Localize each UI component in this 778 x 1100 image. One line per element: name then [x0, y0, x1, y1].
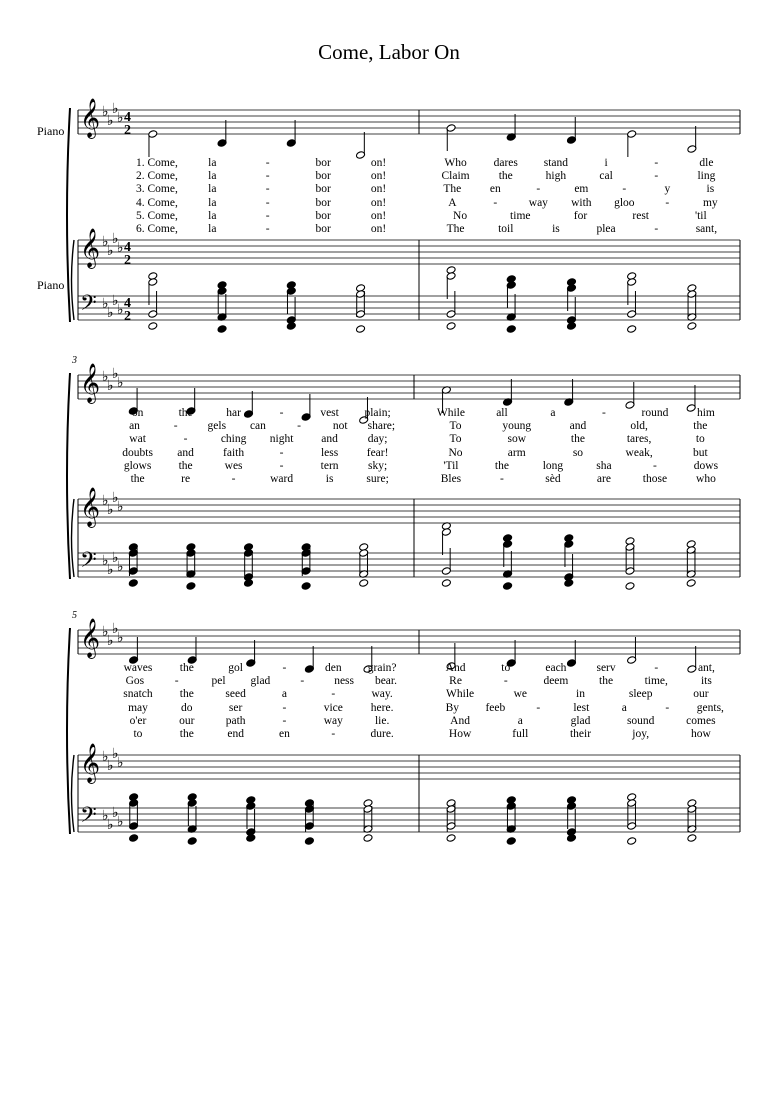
lyric-syllable: bor	[315, 196, 331, 209]
lyric-syllable: an	[129, 420, 140, 433]
flat-sign: ♭	[102, 553, 109, 569]
lyric-syllable: toil	[498, 223, 514, 235]
lyric-syllable: serv	[596, 662, 616, 674]
lyric-syllable: all	[496, 407, 508, 419]
flat-sign: ♭	[112, 490, 119, 506]
lyric-syllable: -	[279, 446, 284, 459]
lyric-syllable: vest	[320, 407, 339, 419]
lyric-syllable: glad	[570, 714, 591, 727]
half-note	[627, 325, 637, 334]
lyric-syllable: on!	[370, 183, 387, 196]
lyric-syllable: gents,	[696, 701, 724, 714]
lyric-syllable: -	[654, 170, 659, 183]
lyric-syllable: ching	[220, 433, 247, 446]
half-note	[687, 322, 697, 331]
lyric-syllable: dares	[493, 157, 518, 169]
lyric-syllable: cal	[599, 170, 613, 183]
lyric-syllable: re	[181, 473, 191, 485]
lyric-syllable: gol	[228, 662, 243, 674]
lyric-syllable: a	[621, 701, 627, 714]
lyric-syllable: day;	[367, 433, 388, 446]
lyric-syllable: who	[696, 473, 716, 485]
lyric-syllable: rest	[632, 209, 649, 222]
lyric-syllable: our	[693, 688, 709, 701]
flat-sign: ♭	[117, 559, 124, 575]
instrument-label-voice: Piano	[37, 124, 65, 138]
lyric-syllable: la	[208, 183, 217, 196]
flat-sign: ♭	[112, 746, 119, 762]
lyric-syllable: tares,	[626, 433, 652, 446]
lyric-syllable: plain;	[364, 407, 391, 419]
lyric-syllable: the	[179, 688, 194, 701]
lyric-syllable: la	[208, 170, 217, 183]
lyric-syllable: are	[596, 473, 611, 485]
lyric-syllable: la	[208, 196, 217, 209]
lyric-syllable: -	[331, 688, 336, 701]
lyric-syllable: the	[130, 473, 145, 485]
half-note	[148, 322, 158, 331]
half-note	[363, 834, 373, 843]
lyric-syllable: on!	[370, 209, 387, 222]
flat-sign: ♭	[107, 633, 114, 649]
lyric-syllable: lie.	[374, 714, 390, 727]
lyric-syllable: arm	[507, 446, 526, 459]
quarter-note	[301, 582, 311, 591]
system-bracket	[67, 373, 70, 579]
treble-clef: 𝄞	[80, 363, 101, 403]
flat-sign: ♭	[117, 240, 124, 256]
measure-number: 5	[72, 610, 77, 621]
lyric-syllable: sèd	[545, 473, 561, 485]
lyric-syllable: those	[642, 473, 668, 485]
flat-sign: ♭	[107, 243, 114, 259]
lyric-syllable: for	[573, 209, 588, 222]
lyric-syllable: 6. Come,	[135, 223, 178, 235]
page-title: Come, Labor On	[318, 40, 460, 64]
time-signature-bottom: 2	[124, 123, 131, 138]
lyric-syllable: the	[178, 407, 193, 419]
lyric-syllable: 4. Come,	[135, 196, 178, 209]
lyric-syllable: -	[331, 728, 336, 740]
flat-sign: ♭	[112, 805, 119, 821]
lyric-syllable: -	[536, 701, 541, 714]
lyric-syllable: bear.	[374, 675, 397, 688]
lyric-syllable: waves	[123, 662, 153, 674]
lyric-syllable: on	[131, 407, 144, 419]
flat-sign: ♭	[112, 293, 119, 309]
lyric-syllable: their	[569, 728, 592, 740]
lyric-syllable: -	[622, 183, 627, 196]
lyric-syllable: not	[332, 420, 348, 433]
lyric-syllable: feeb	[485, 701, 506, 714]
lyric-syllable: dure.	[370, 728, 394, 740]
lyric-syllable: -	[265, 223, 270, 235]
lyric-syllable: i	[604, 157, 608, 169]
lyric-syllable: To	[449, 420, 462, 433]
lyric-syllable: Who	[444, 157, 467, 169]
lyric-syllable: comes	[686, 714, 716, 727]
lyric-syllable: him	[696, 407, 715, 419]
lyric-syllable: can	[249, 420, 266, 433]
lyric-syllable: sant,	[695, 223, 718, 235]
instrument-label-piano: Piano	[37, 278, 65, 292]
treble-clef: 𝄞	[80, 743, 101, 783]
lyric-syllable: 'Til	[443, 459, 459, 472]
lyric-syllable: -	[665, 701, 670, 714]
time-signature-top: 4	[124, 296, 131, 311]
lyric-syllable: Gos	[125, 675, 145, 688]
lyric-syllable: end	[227, 728, 244, 740]
lyric-syllable: pel	[211, 675, 226, 688]
flat-sign: ♭	[102, 234, 109, 250]
lyric-syllable: my	[702, 196, 718, 209]
half-note	[686, 579, 696, 588]
flat-sign: ♭	[117, 499, 124, 515]
lyric-syllable: dle	[699, 157, 714, 169]
lyric-syllable: Re	[449, 675, 462, 688]
time-signature-bottom: 2	[124, 253, 131, 268]
lyric-syllable: sow	[507, 433, 526, 446]
quarter-note	[128, 579, 138, 588]
lyric-syllable: a	[517, 714, 523, 727]
flat-sign: ♭	[107, 305, 114, 321]
flat-sign: ♭	[112, 231, 119, 247]
lyric-syllable: the	[570, 433, 585, 446]
measure-number: 3	[72, 355, 77, 366]
lyric-syllable: la	[208, 223, 217, 235]
lyric-syllable: but	[692, 446, 708, 459]
lyric-syllable: wat	[129, 433, 146, 446]
flat-sign: ♭	[102, 749, 109, 765]
lyric-syllable: and	[177, 446, 194, 459]
lyric-syllable: the	[693, 420, 708, 433]
flat-sign: ♭	[107, 562, 114, 578]
lyric-syllable: -	[265, 209, 270, 222]
lyric-syllable: The	[446, 223, 465, 235]
half-note	[446, 834, 456, 843]
lyric-syllable: plea	[596, 223, 616, 235]
lyric-syllable: By	[445, 701, 460, 714]
lyric-syllable: sure;	[366, 473, 389, 485]
bass-clef: 𝄢	[80, 548, 97, 578]
lyric-syllable: la	[208, 209, 217, 222]
lyric-syllable: And	[445, 662, 466, 674]
lyric-syllable: 5. Come,	[135, 209, 178, 222]
half-note	[446, 322, 456, 331]
lyric-syllable: the	[494, 459, 509, 472]
lyric-syllable: stand	[543, 157, 569, 169]
lyric-syllable: on!	[370, 170, 387, 183]
flat-sign: ♭	[102, 624, 109, 640]
lyric-syllable: glows	[123, 459, 152, 472]
flat-sign: ♭	[112, 366, 119, 382]
lyric-syllable: to	[133, 728, 143, 740]
lyric-syllable: sound	[626, 714, 655, 727]
lyric-syllable: 3. Come,	[135, 183, 178, 196]
treble-clef: 𝄞	[80, 228, 101, 268]
flat-sign: ♭	[112, 621, 119, 637]
treble-clef: 𝄞	[80, 487, 101, 527]
lyric-syllable: har	[226, 407, 241, 419]
time-signature-bottom: 2	[124, 309, 131, 324]
lyric-syllable: is	[325, 473, 334, 485]
quarter-note	[129, 834, 139, 843]
lyric-syllable: the	[599, 675, 614, 688]
flat-sign: ♭	[107, 378, 114, 394]
lyric-syllable: the	[178, 459, 193, 472]
lyric-syllable: bor	[315, 170, 331, 183]
lyric-syllable: -	[282, 701, 287, 714]
lyric-syllable: -	[653, 459, 657, 472]
lyric-syllable: While	[446, 688, 475, 701]
lyric-syllable: young	[502, 420, 532, 433]
lyric-syllable: bor	[315, 223, 331, 235]
lyric-syllable: time	[510, 209, 531, 222]
flat-sign: ♭	[117, 110, 124, 126]
system-bracket	[67, 628, 70, 834]
lyric-syllable: in	[576, 688, 585, 701]
lyric-syllable: -	[297, 420, 301, 433]
lyric-syllable: ness	[334, 675, 355, 688]
lyric-syllable: -	[654, 662, 659, 674]
lyric-syllable: en	[489, 183, 501, 196]
lyric-syllable: -	[500, 473, 504, 485]
lyric-syllable: high	[545, 170, 567, 183]
lyric-syllable: ward	[270, 473, 294, 485]
lyric-syllable: on!	[370, 196, 387, 209]
lyric-syllable: -	[503, 675, 508, 688]
lyric-syllable: -	[602, 407, 606, 419]
treble-clef: 𝄞	[80, 98, 101, 138]
lyric-syllable: 2. Come,	[135, 170, 178, 183]
lyric-syllable: deem	[543, 675, 569, 688]
lyric-syllable: 1. Come,	[135, 157, 178, 169]
lyric-syllable: -	[173, 420, 178, 433]
lyric-syllable: snatch	[123, 688, 153, 701]
flat-sign: ♭	[117, 755, 124, 771]
flat-sign: ♭	[112, 101, 119, 117]
lyric-syllable: a	[281, 688, 288, 701]
piano-brace	[72, 499, 75, 577]
lyric-syllable: -	[493, 196, 498, 209]
lyric-syllable: -	[654, 157, 659, 169]
quarter-note	[506, 325, 516, 334]
lyric-syllable: o'er	[129, 714, 147, 727]
lyric-syllable: fear!	[366, 446, 389, 459]
bass-clef: 𝄢	[80, 803, 97, 833]
half-note	[441, 579, 451, 588]
lyric-syllable: -	[265, 157, 270, 169]
lyric-syllable: bor	[315, 183, 331, 196]
lyric-syllable: doubts	[122, 446, 153, 459]
lyric-syllable: The	[443, 183, 462, 196]
lyric-syllable: the	[179, 662, 194, 674]
lyric-syllable: we	[513, 688, 527, 701]
lyric-syllable: to	[695, 433, 705, 446]
flat-sign: ♭	[117, 630, 124, 646]
lyric-syllable: ser	[228, 701, 243, 714]
lyric-syllable: the	[498, 170, 513, 183]
lyric-syllable: faith	[223, 446, 245, 459]
lyric-syllable: -	[265, 196, 270, 209]
half-note	[627, 837, 637, 846]
lyric-syllable: lest	[573, 701, 590, 714]
lyric-syllable: each	[545, 662, 567, 674]
lyric-syllable: To	[449, 433, 462, 446]
flat-sign: ♭	[102, 369, 109, 385]
lyric-syllable: 'til	[695, 209, 707, 222]
flat-sign: ♭	[107, 758, 114, 774]
lyric-syllable: la	[208, 157, 217, 169]
lyric-syllable: do	[181, 701, 193, 714]
lyric-syllable: way.	[371, 688, 393, 701]
lyric-syllable: seed	[225, 688, 246, 701]
lyric-syllable: full	[512, 728, 529, 740]
lyric-syllable: long	[542, 459, 564, 472]
lyric-syllable: bor	[315, 157, 331, 169]
piano-brace	[72, 755, 75, 832]
lyric-syllable: No	[453, 209, 468, 222]
lyric-syllable: weak,	[625, 446, 653, 459]
half-note	[356, 325, 366, 334]
lyric-syllable: y	[664, 183, 671, 196]
lyric-syllable: -	[654, 223, 659, 235]
lyric-syllable: our	[179, 714, 195, 727]
lyric-syllable: -	[282, 662, 287, 674]
quarter-note	[186, 582, 196, 591]
system-bracket	[67, 108, 70, 322]
lyric-syllable: so	[572, 446, 584, 459]
lyric-syllable: vice	[323, 701, 343, 714]
lyric-syllable: -	[300, 675, 305, 688]
lyric-syllable: -	[265, 183, 270, 196]
lyric-syllable: and	[569, 420, 587, 433]
lyric-syllable: on!	[370, 157, 387, 169]
quarter-note	[187, 837, 197, 846]
lyric-syllable: grain?	[367, 662, 397, 674]
lyric-syllable: joy,	[632, 728, 650, 740]
lyric-syllable: way	[323, 714, 343, 727]
lyric-syllable: way	[528, 196, 548, 209]
lyric-syllable: dows	[693, 459, 719, 472]
quarter-note	[304, 837, 314, 846]
lyric-syllable: Bles	[440, 473, 462, 485]
half-note	[359, 579, 369, 588]
lyric-syllable: old,	[630, 420, 648, 433]
flat-sign: ♭	[107, 817, 114, 833]
piano-brace	[72, 240, 75, 320]
lyric-syllable: gloo	[614, 196, 635, 209]
lyric-syllable: gels	[207, 420, 227, 433]
time-signature-top: 4	[124, 110, 131, 125]
lyric-syllable: ling	[697, 170, 716, 183]
lyric-syllable: to	[501, 662, 511, 674]
flat-sign: ♭	[107, 113, 114, 129]
lyric-syllable: While	[436, 407, 465, 419]
lyric-syllable: is	[552, 223, 560, 235]
lyric-syllable: glad	[250, 675, 271, 688]
lyric-syllable: Claim	[441, 170, 470, 183]
lyric-syllable: path	[225, 714, 246, 727]
lyric-syllable: No	[448, 446, 463, 459]
flat-sign: ♭	[102, 493, 109, 509]
lyric-syllable: -	[665, 196, 670, 209]
lyric-syllable: -	[279, 459, 284, 472]
quarter-note	[503, 582, 513, 591]
half-note	[687, 834, 697, 843]
treble-clef: 𝄞	[80, 618, 101, 658]
lyric-syllable: How	[448, 728, 472, 740]
lyric-syllable: -	[174, 675, 179, 688]
lyric-syllable: sha	[596, 459, 612, 472]
flat-sign: ♭	[112, 550, 119, 566]
lyric-syllable: em	[574, 183, 589, 196]
lyric-syllable: time,	[644, 675, 668, 688]
flat-sign: ♭	[107, 502, 114, 518]
lyric-syllable: and	[321, 433, 338, 446]
lyric-syllable: -	[231, 473, 236, 485]
lyric-syllable: -	[536, 183, 541, 196]
lyric-syllable: sky;	[368, 459, 388, 472]
time-signature-top: 4	[124, 240, 131, 255]
lyric-syllable: round	[641, 407, 669, 419]
lyric-syllable: -	[282, 714, 287, 727]
flat-sign: ♭	[102, 296, 109, 312]
lyric-syllable: -	[279, 407, 284, 419]
flat-sign: ♭	[117, 302, 124, 318]
lyric-syllable: sleep	[628, 688, 653, 701]
lyric-syllable: the	[179, 728, 194, 740]
lyric-syllable: -	[265, 170, 270, 183]
lyric-syllable: its	[700, 675, 712, 688]
lyric-syllable: may	[128, 701, 148, 714]
lyric-syllable: den	[324, 662, 342, 674]
lyric-syllable: en	[279, 728, 290, 740]
bass-clef: 𝄢	[80, 291, 97, 321]
flat-sign: ♭	[102, 104, 109, 120]
lyric-syllable: night	[269, 433, 294, 446]
flat-sign: ♭	[117, 814, 124, 830]
flat-sign: ♭	[102, 808, 109, 824]
lyric-syllable: wes	[224, 459, 243, 472]
lyric-syllable: less	[320, 446, 339, 459]
lyric-syllable: how	[690, 728, 711, 740]
quarter-note	[506, 837, 516, 846]
lyric-syllable: with	[571, 196, 592, 209]
lyric-syllable: a	[550, 407, 556, 419]
quarter-note	[217, 325, 227, 334]
half-note	[625, 582, 635, 591]
lyric-syllable: here.	[370, 701, 394, 714]
lyric-syllable: bor	[315, 209, 331, 222]
lyric-syllable: ant,	[697, 662, 715, 674]
lyric-syllable: tern	[320, 459, 339, 472]
lyric-syllable: is	[706, 183, 715, 196]
lyric-syllable: And	[450, 714, 470, 727]
lyric-syllable: A	[448, 196, 457, 209]
lyric-syllable: share;	[367, 420, 396, 433]
lyric-syllable: on!	[370, 223, 387, 235]
flat-sign: ♭	[117, 375, 124, 391]
lyric-syllable: -	[183, 433, 188, 446]
